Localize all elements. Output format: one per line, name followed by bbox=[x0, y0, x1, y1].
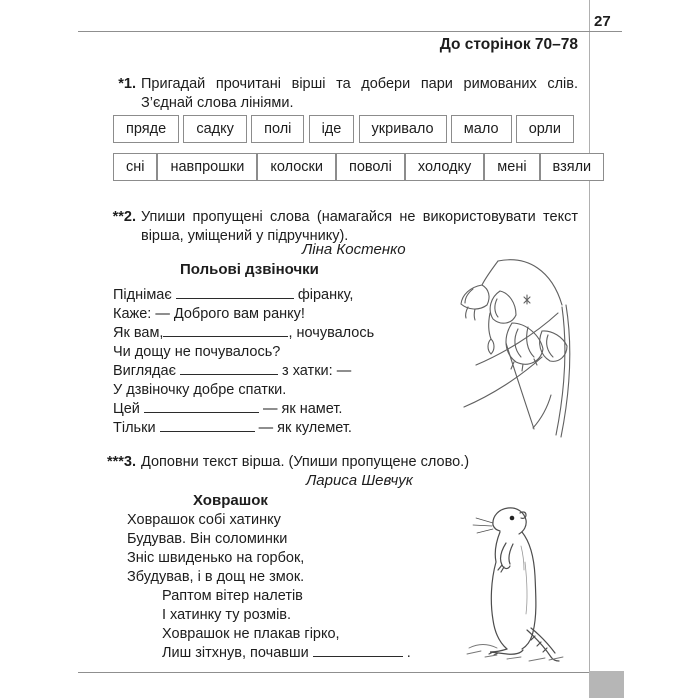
word-box[interactable]: поволі bbox=[336, 153, 405, 181]
word-box[interactable]: колоски bbox=[257, 153, 336, 181]
word-box[interactable]: садку bbox=[183, 115, 247, 143]
word-box[interactable]: іде bbox=[309, 115, 355, 143]
poem-line: Як вам, , ночувалось bbox=[113, 325, 375, 341]
blank-line[interactable] bbox=[160, 421, 255, 432]
word-box[interactable]: мало bbox=[451, 115, 512, 143]
word-box[interactable]: взяли bbox=[540, 153, 605, 181]
task-1-text: Пригадай прочитані вірші та добери пари римованих слів. З’єднай слова лініями. bbox=[141, 76, 578, 111]
poem-3-text bbox=[127, 511, 411, 663]
page-number: 27 bbox=[594, 13, 611, 30]
poem-line: У дзвіночку добре спатки. bbox=[113, 382, 287, 398]
task-3 bbox=[96, 453, 578, 472]
blank-line[interactable] bbox=[180, 364, 278, 375]
poem-line: Піднімає фіранку, bbox=[113, 287, 354, 303]
word-box[interactable]: укривало bbox=[359, 115, 447, 143]
word-box[interactable]: сні bbox=[113, 153, 157, 181]
task-1 bbox=[96, 75, 578, 113]
rhyme-words-row-1 bbox=[113, 115, 574, 143]
word-box[interactable]: полі bbox=[251, 115, 304, 143]
poem-line: Виглядає з хатки: — bbox=[113, 363, 352, 379]
word-box[interactable]: мені bbox=[484, 153, 539, 181]
word-box[interactable]: навпрошки bbox=[157, 153, 257, 181]
section-header: До сторінок 70–78 bbox=[439, 36, 578, 53]
gopher-illustration bbox=[463, 502, 577, 666]
task-2-text: Упиши пропущені слова (намагайся не використовувати текст вірша, уміщений у підручнику). bbox=[141, 209, 578, 244]
word-box[interactable]: пряде bbox=[113, 115, 179, 143]
blank-line[interactable] bbox=[163, 326, 288, 337]
task-3-text: Доповни текст вірша. (Упиши пропущене слово.) bbox=[141, 454, 470, 470]
poem-3-title: Ховрашок bbox=[193, 492, 268, 509]
blank-line[interactable] bbox=[176, 288, 294, 299]
word-box[interactable]: орли bbox=[516, 115, 574, 143]
poem-2-title: Польові дзвіночки bbox=[180, 261, 319, 278]
poem-2-author: Ліна Костенко bbox=[302, 241, 406, 258]
poem-line: Ховрашок собі хатинку bbox=[127, 512, 281, 528]
task-1-marker: *1. bbox=[118, 76, 136, 92]
poem-line: І хатинку ту розмів. bbox=[162, 607, 292, 623]
page-corner-tab bbox=[589, 671, 624, 698]
poem-line: Зніс швиденько на горбок, bbox=[127, 550, 305, 566]
poem-line: Чи дощу не почувалось? bbox=[113, 344, 281, 360]
blank-line[interactable] bbox=[313, 646, 403, 657]
poem-line: Каже: — Доброго вам ранку! bbox=[113, 306, 305, 322]
bottom-rule bbox=[78, 672, 589, 673]
word-box[interactable]: холодку bbox=[405, 153, 484, 181]
poem-line: Цей — як намет. bbox=[113, 401, 343, 417]
rhyme-words-row-2 bbox=[113, 153, 592, 181]
poem-line: Тільки — як кулемет. bbox=[113, 420, 352, 436]
task-3-marker: ***3. bbox=[106, 454, 136, 470]
poem-line: Будував. Він соломинки bbox=[127, 531, 288, 547]
poem-line: Збудував, і в дощ не змок. bbox=[127, 569, 305, 585]
poem-2-text bbox=[113, 286, 374, 438]
poem-3-author: Лариса Шевчук bbox=[306, 472, 413, 489]
poem-line: Раптом вітер налетів bbox=[162, 588, 303, 604]
blank-line[interactable] bbox=[144, 402, 259, 413]
top-rule bbox=[78, 31, 622, 32]
bellflower-illustration bbox=[448, 247, 592, 439]
task-2-marker: **2. bbox=[112, 209, 136, 225]
poem-line: Лиш зітхнув, почавши . bbox=[162, 645, 411, 661]
poem-line: Ховрашок не плакав гірко, bbox=[162, 626, 340, 642]
